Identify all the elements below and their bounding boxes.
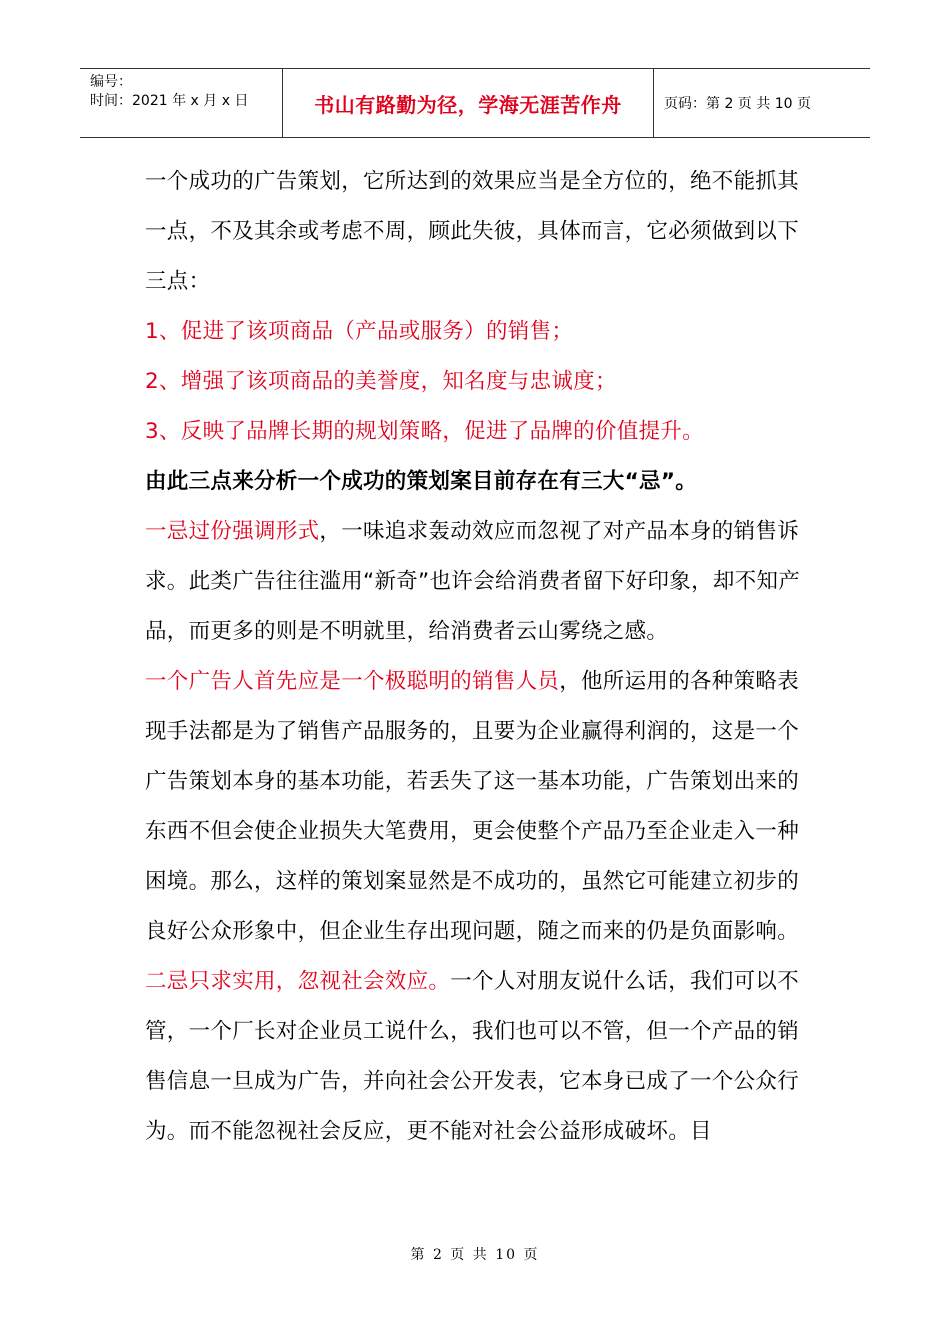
taboo-1-paragraph: [145, 507, 810, 657]
point-1: 1、促进了该项商品（产品或服务）的销售；: [145, 319, 574, 344]
taboo-2-paragraph: [145, 957, 810, 1157]
taboo-2-text: 一个人对朋友说什么话，我们可以不管，一个厂长对企业员工说什么，我们也可以不管，但一个产品的销售信息一旦成为广告，并向社会公开发表，它本身已成了一个公众行为。而不能忽视社会反应，更不能对社会公益形成破坏。目: [145, 969, 800, 1144]
salesman-paragraph: [145, 657, 810, 957]
taboo-1-title: 一忌过份强调形式: [145, 519, 320, 544]
header-meta-cell: [80, 69, 282, 137]
salesman-text: ，他所运用的各种策略表现手法都是为了销售产品服务的，且要为企业赢得利润的，这是一个广告策划本身的基本功能，若丢失了这一基本功能，广告策划出来的东西不但会使企业损失大笔费用，更会使整个产品乃至企业走入一种困境。那么，这样的策划案显然是不成功的，虽然它可能建立初步的良好公众形象中，但企业生存出现问题，随之而来的仍是负面影响。: [145, 669, 800, 944]
intro-paragraph: 一个成功的广告策划，它所达到的效果应当是全方位的，绝不能抓其一点，不及其余或考虑不周，顾此失彼，具体而言，它必须做到以下三点：: [145, 169, 800, 294]
number-label: 编号：: [90, 74, 132, 90]
time-label: 时间：2021 年 x 月 x 日: [90, 93, 249, 109]
header-motto: 书山有路勤为径，学海无涯苦作舟: [282, 69, 654, 137]
header-table: [80, 68, 870, 138]
document-body: [145, 157, 810, 1157]
salesman-lead: 一个广告人首先应是一个极聪明的销售人员: [145, 669, 560, 694]
section-heading: 由此三点来分析一个成功的策划案目前存在有三大“忌”。: [145, 469, 698, 494]
point-3: 3、反映了品牌长期的规划策略，促进了品牌的价值提升。: [145, 419, 704, 444]
taboo-2-title: 二忌只求实用，忽视社会效应。: [145, 969, 451, 994]
page-footer: 第 2 页 共 10 页: [410, 1247, 540, 1263]
header-page-info: 页码：第 2 页 共 10 页: [664, 96, 811, 112]
point-2: 2、增强了该项商品的美誉度，知名度与忠诚度；: [145, 369, 617, 394]
taboo-1-text: ，一味追求轰动效应而忽视了对产品本身的销售诉求。此类广告往往滥用“新奇”也许会给消费者留下好印象，却不知产品，而更多的则是不明就里，给消费者云山雾绕之感。: [145, 519, 801, 644]
